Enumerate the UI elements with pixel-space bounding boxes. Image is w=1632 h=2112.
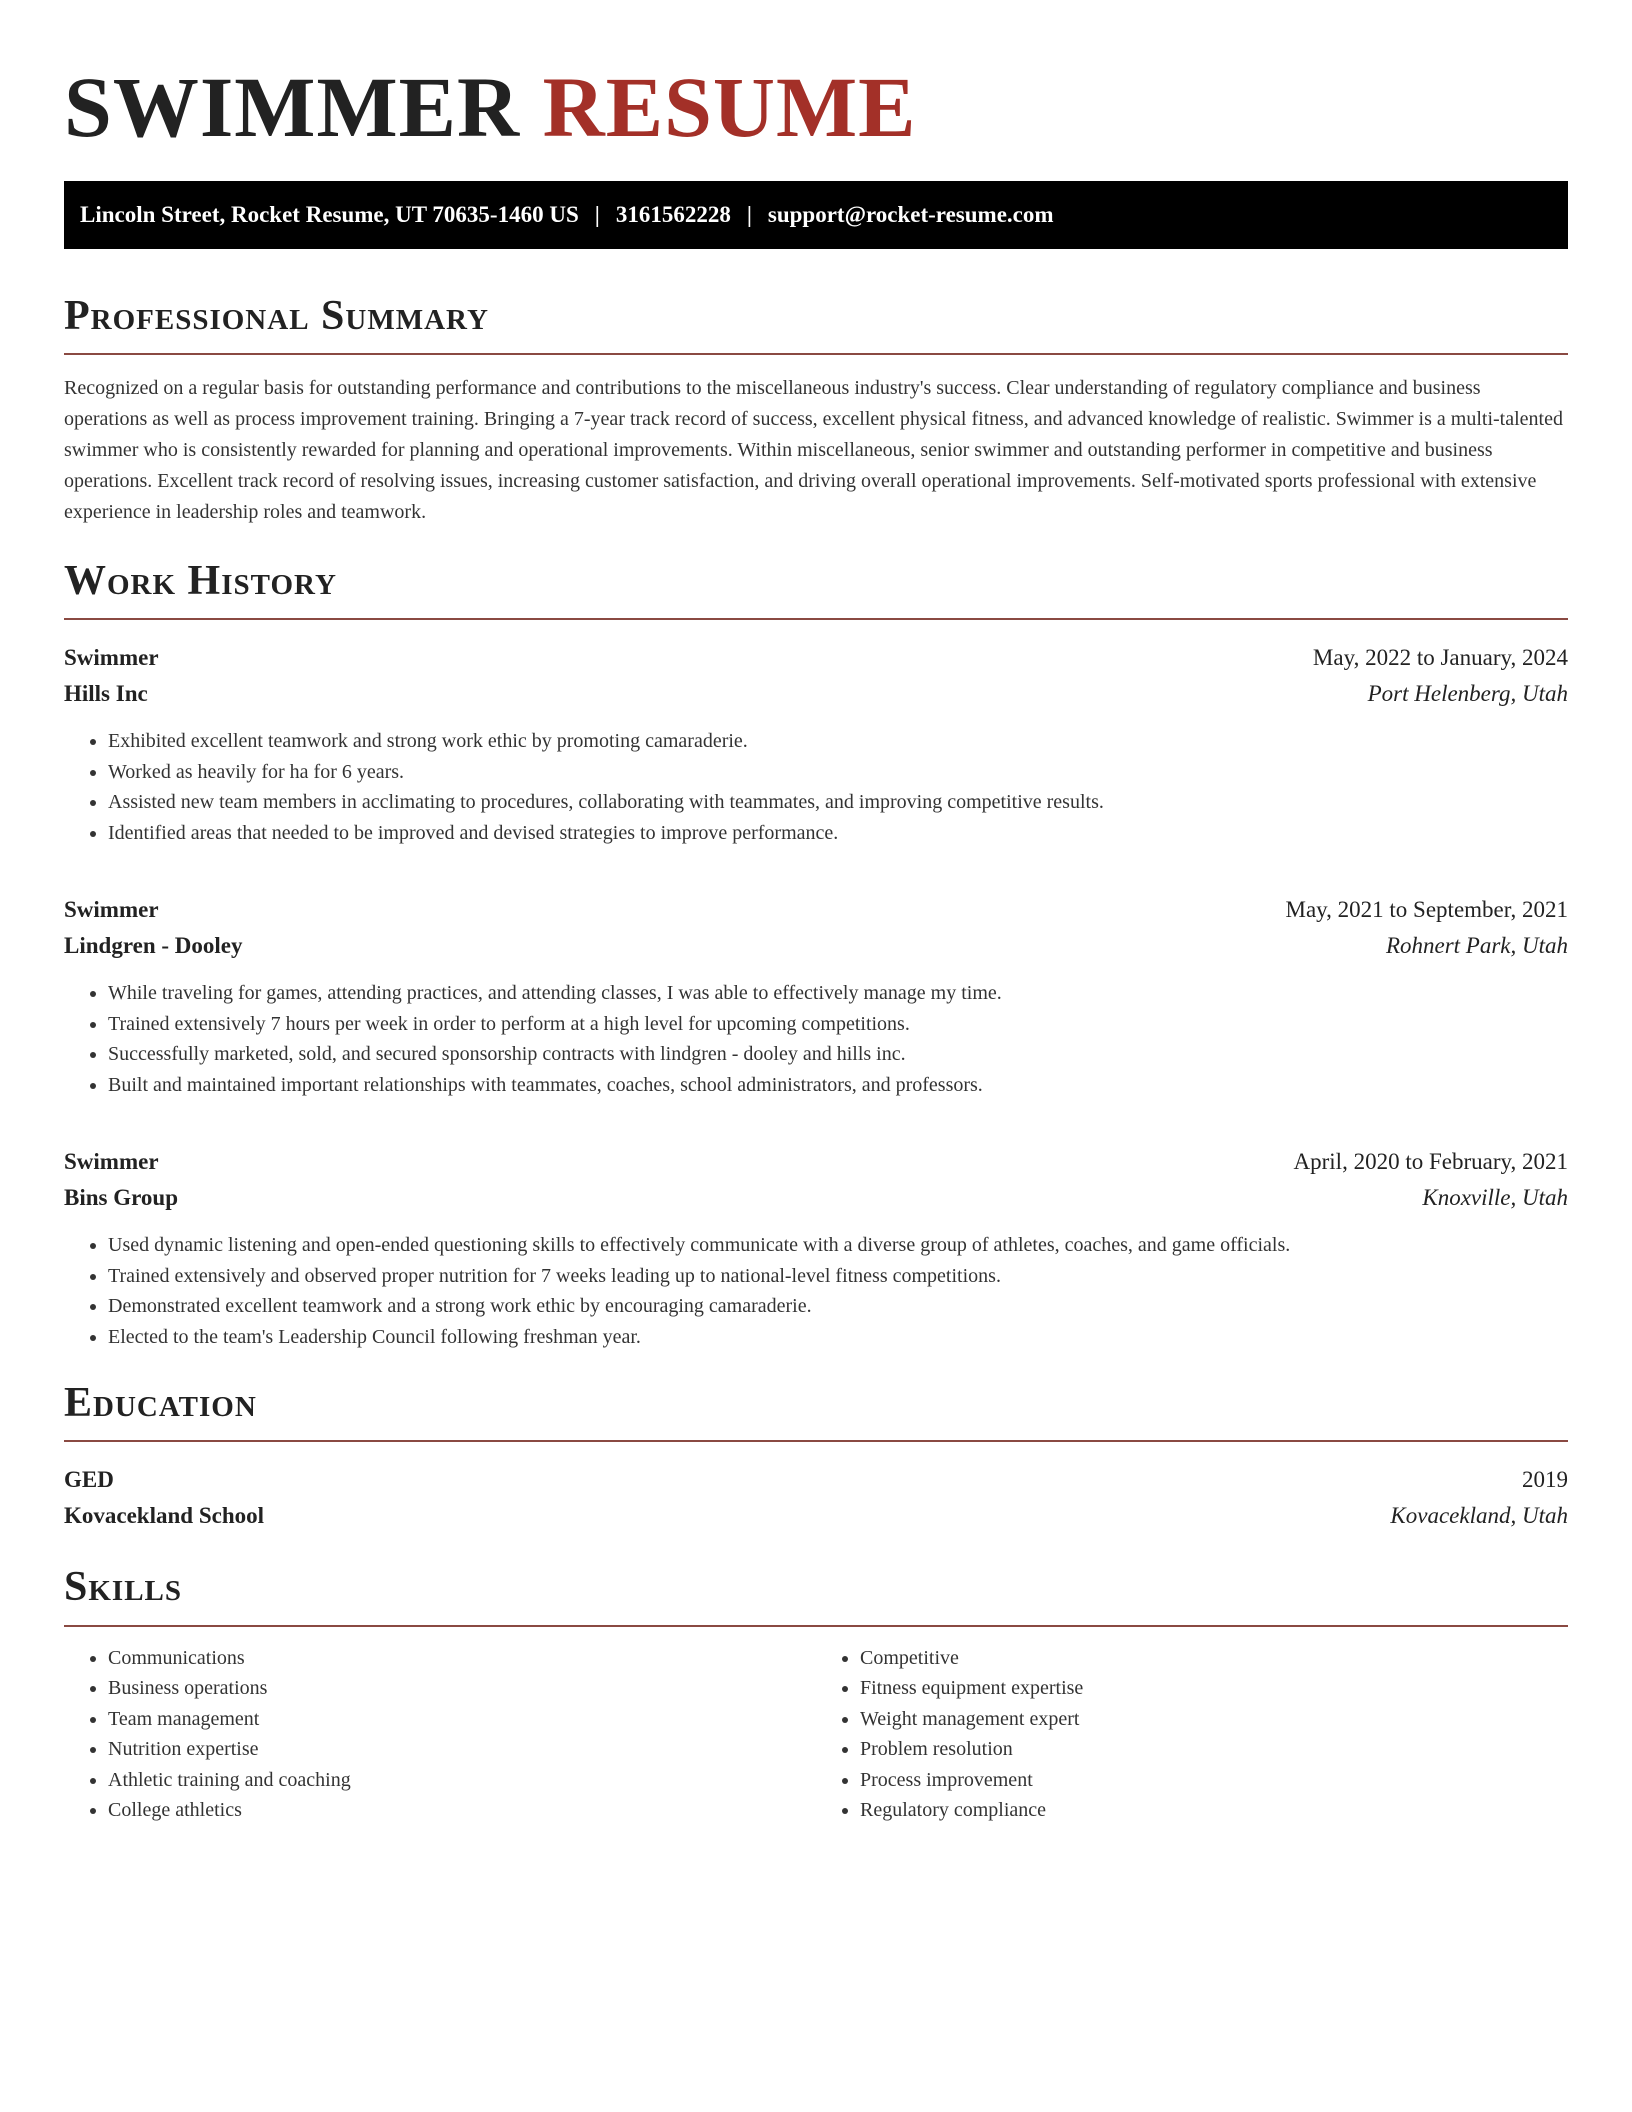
summary-text: Recognized on a regular basis for outstanding performance and contributions to the miscellaneous industry's success. Clear understanding of regulatory compliance and business operations as well as process improvement training. Bringing a 7-year track record of success, excellent physical fitness, and advanced knowledge of realistic. Swimmer is a multi-talented swimmer who is consistently rewarded for planning and operational improvements. Within miscellaneous, senior swimmer and outstanding performer in competitive and business operations. Excellent track record of resolving issues, increasing customer satisfaction, and driving overall operational improvements. Self-motivated sports professional with extensive experience in leadership roles and teamwork. [64, 377, 1563, 524]
job-location: Rohnert Park, Utah [1385, 933, 1568, 959]
education-entry [64, 1462, 1568, 1534]
job-title: Swimmer [64, 645, 159, 671]
resume-title [64, 58, 1568, 157]
skill-item: • Business operations [108, 1673, 816, 1704]
job-company: Lindgren - Dooley [64, 933, 243, 959]
skill-item: • College athletics [108, 1795, 816, 1826]
skill-item: • Athletic training and coaching [108, 1765, 816, 1796]
contact-separator: | [594, 201, 600, 227]
job-row [64, 676, 1568, 712]
skill-item: • Fitness equipment expertise [860, 1673, 1568, 1704]
job-company: Bins Group [64, 1185, 178, 1211]
skills-section [64, 1564, 1568, 1825]
job-company: Hills Inc [64, 681, 148, 707]
contact-separator: | [746, 201, 752, 227]
job-row [64, 640, 1568, 676]
education-location: Kovacekland, Utah [1390, 1503, 1568, 1529]
skills-list-right [816, 1643, 1568, 1826]
job-bullet: • Assisted new team members in acclimating to procedures, collaborating with teammates, and improving competitive results. [108, 787, 1568, 818]
job-row [64, 892, 1568, 928]
job-bullet: • Built and maintained important relationships with teammates, coaches, school administrators, and professors. [108, 1070, 1568, 1101]
job-bullets [64, 1230, 1568, 1352]
section-divider [64, 618, 1568, 620]
job-row [64, 928, 1568, 964]
job-bullet: • Trained extensively 7 hours per week in order to perform at a high level for upcoming competitions. [108, 1009, 1568, 1040]
job-location: Port Helenberg, Utah [1367, 681, 1568, 707]
skill-item: • Team management [108, 1704, 816, 1735]
skill-item: • Competitive [860, 1643, 1568, 1674]
job-entry [64, 892, 1568, 1100]
contact-email: support@rocket-resume.com [767, 201, 1054, 227]
summary-heading: Professional Summary [64, 292, 489, 339]
job-entry [64, 1144, 1568, 1352]
title-accent: RESUME [542, 59, 917, 155]
skill-item: • Nutrition expertise [108, 1734, 816, 1765]
education-section [64, 1380, 1568, 1534]
job-bullet: • Trained extensively and observed proper nutrition for 7 weeks leading up to national-level fitness competitions. [108, 1261, 1568, 1292]
education-degree: GED [64, 1467, 114, 1493]
education-row [64, 1498, 1568, 1534]
job-bullet: • Exhibited excellent teamwork and strong work ethic by promoting camaraderie. [108, 726, 1568, 757]
education-row [64, 1462, 1568, 1498]
job-dates: April, 2020 to February, 2021 [1293, 1149, 1568, 1175]
job-location: Knoxville, Utah [1422, 1185, 1568, 1211]
title-name: SWIMMER [64, 59, 521, 155]
work-history-section [64, 558, 1568, 1352]
job-bullet: • Identified areas that needed to be improved and devised strategies to improve performance. [108, 818, 1568, 849]
job-bullet: • Used dynamic listening and open-ended questioning skills to effectively communicate with a diverse group of athletes, coaches, and game officials. [108, 1230, 1568, 1261]
section-divider [64, 353, 1568, 355]
job-bullet: • Successfully marketed, sold, and secured sponsorship contracts with lindgren - dooley and hills inc. [108, 1039, 1568, 1070]
job-bullet: • Worked as heavily for ha for 6 years. [108, 757, 1568, 788]
skills-list-left [64, 1643, 816, 1826]
job-bullets [64, 726, 1568, 848]
job-entry [64, 640, 1568, 848]
skills-heading: Skills [64, 1564, 183, 1611]
section-divider [64, 1440, 1568, 1442]
contact-address: Lincoln Street, Rocket Resume, UT 70635-1460 US [80, 201, 579, 227]
education-school: Kovacekland School [64, 1503, 265, 1529]
job-title: Swimmer [64, 897, 159, 923]
job-title: Swimmer [64, 1149, 159, 1175]
job-dates: May, 2021 to September, 2021 [1285, 897, 1568, 923]
skill-item: • Process improvement [860, 1765, 1568, 1796]
job-bullets [64, 978, 1568, 1100]
job-bullet: • Demonstrated excellent teamwork and a strong work ethic by encouraging camaraderie. [108, 1291, 1568, 1322]
skill-item: • Problem resolution [860, 1734, 1568, 1765]
work-history-heading: Work History [64, 558, 337, 605]
job-dates: May, 2022 to January, 2024 [1312, 645, 1568, 671]
section-divider [64, 1625, 1568, 1627]
job-row [64, 1180, 1568, 1216]
education-heading: Education [64, 1380, 257, 1427]
skills-columns [64, 1643, 1568, 1826]
contact-bar [64, 181, 1568, 249]
skill-item: • Weight management expert [860, 1704, 1568, 1735]
summary-section [64, 293, 1568, 528]
job-list [64, 640, 1568, 1352]
contact-phone: 3161562228 [615, 201, 731, 227]
job-bullet: • Elected to the team's Leadership Council following freshman year. [108, 1322, 1568, 1353]
skill-item: • Communications [108, 1643, 816, 1674]
skill-item: • Regulatory compliance [860, 1795, 1568, 1826]
job-bullet: • While traveling for games, attending practices, and attending classes, I was able to effectively manage my time. [108, 978, 1568, 1009]
education-year: 2019 [1522, 1467, 1568, 1493]
job-row [64, 1144, 1568, 1180]
